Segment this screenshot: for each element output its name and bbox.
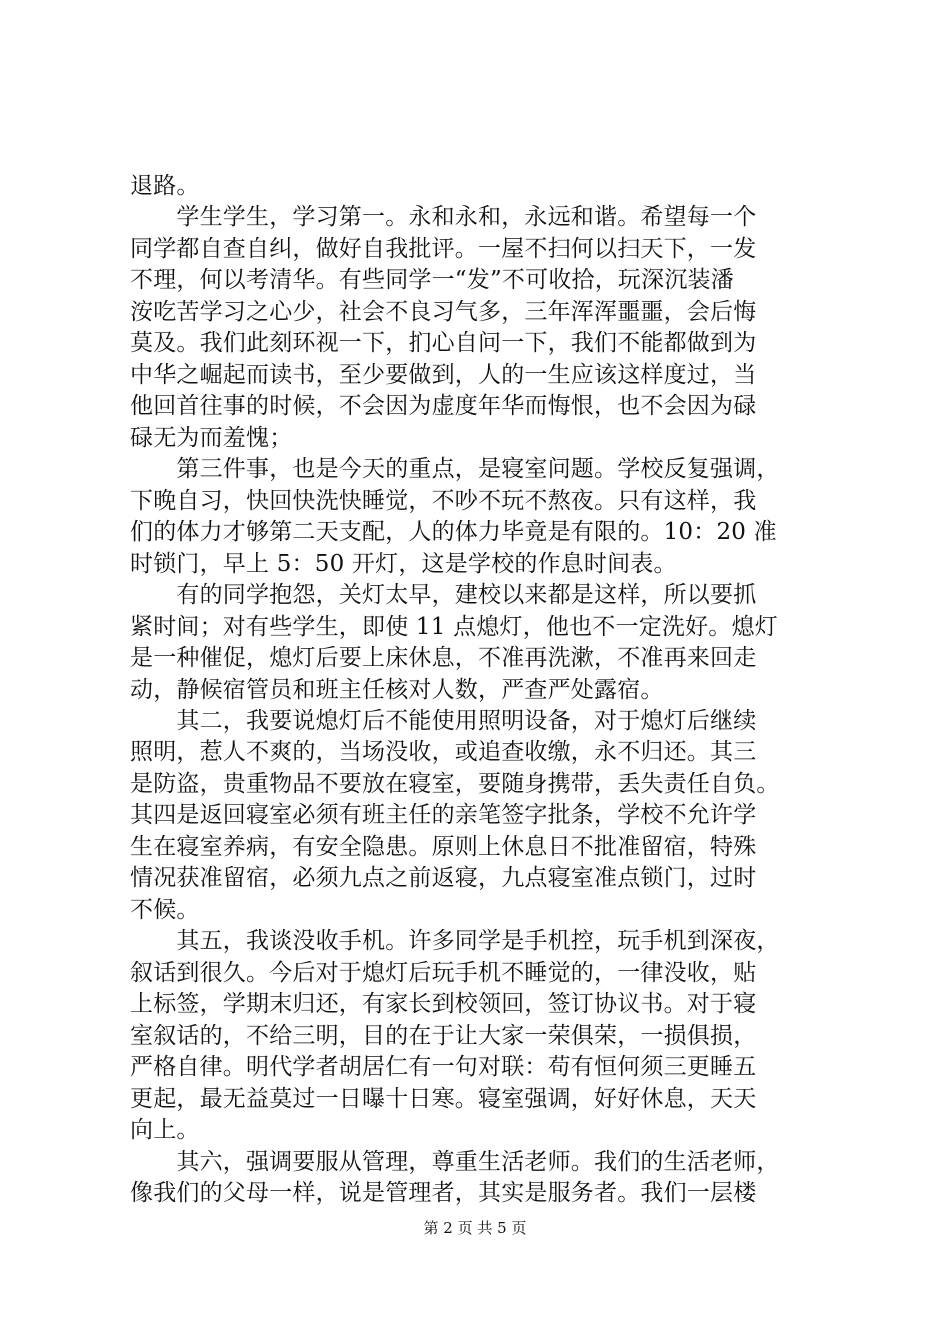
text-line: 情况获准留宿，必须九点之前返寝，九点寝室准点锁门，过时 [130, 865, 757, 891]
text-line: 向上。 [130, 1117, 200, 1143]
text-line: 洝吃苦学习之心少，社会不良习气多，三年浑浑噩噩，会后悔 [130, 299, 757, 325]
text-line: 其四是返回寝室必须有班主任的亲笔签字批条，学校不允许学 [130, 802, 757, 828]
text-line: 碌无为而羞愧； [130, 425, 293, 451]
text-line: 紧时间；对有些学生，即使 11 点熄灯，他也不一定洗好。熄灯 [130, 614, 778, 640]
text-line: 时锁门，早上 5：50 开灯，这是学校的作息时间表。 [130, 551, 677, 577]
text-line: 学生学生，学习第一。永和永和，永远和谐。希望每一个 [130, 204, 757, 230]
text-line: 其五，我谈没收手机。许多同学是手机控，玩手机到深夜， [130, 928, 780, 954]
text-line: 不理，何以考清华。有些同学一“发”不可收拾，玩深沉装潘 [130, 267, 734, 293]
text-line: 叙话到很久。今后对于熄灯后玩手机不睡觉的，一律没收，贴 [130, 960, 757, 986]
text-line: 其二，我要说熄灯后不能使用照明设备，对于熄灯后继续 [130, 708, 757, 734]
page-footer: 第 2 页 共 5 页 [423, 1219, 527, 1237]
text-line: 像我们的父母一样，说是管理者，其实是服务者。我们一层楼 [130, 1180, 757, 1206]
text-line: 们的体力才够第二天支配，人的体力毕竟是有限的。10：20 准 [130, 519, 777, 545]
text-line: 中华之崛起而读书，至少要做到，人的一生应该这样度过，当 [130, 362, 757, 388]
text-line: 室叙话的，不给三明，目的在于让大家一荣俱荣，一损俱损， [130, 1023, 757, 1049]
text-line: 是一种催促，熄灯后要上床休息，不准再洗漱，不准再来回走 [130, 645, 757, 671]
text-line: 莫及。我们此刻环视一下，扪心自问一下，我们不能都做到为 [130, 330, 757, 356]
text-line: 同学都自查自纠，做好自我批评。一屋不扫何以扫天下，一发 [130, 236, 757, 262]
text-line: 有的同学抱怨，关灯太早，建校以来都是这样，所以要抓 [130, 582, 757, 608]
text-line: 上标签，学期末归还，有家长到校领回，签订协议书。对于寝 [130, 991, 757, 1017]
text-line: 退路。 [130, 173, 200, 199]
text-line: 下晚自习，快回快洗快睡觉，不吵不玩不熬夜。只有这样，我 [130, 488, 757, 514]
text-line: 生在寝室养病，有安全隐患。原则上休息日不批准留宿，特殊 [130, 834, 757, 860]
text-line: 严格自律。明代学者胡居仁有一句对联：苟有恒何须三更睡五 [130, 1054, 757, 1080]
text-line: 更起，最无益莫过一日曝十日寒。寝室强调，好好休息，天天 [130, 1086, 757, 1112]
text-line: 动，静候宿管员和班主任核对人数，严查严处露宿。 [130, 677, 664, 703]
text-line: 照明，惹人不爽的，当场没收，或追查收缴，永不归还。其三 [130, 739, 757, 765]
text-line: 他回首往事的时候，不会因为虚度年华而悔恨，也不会因为碌 [130, 393, 757, 419]
text-line: 不候。 [130, 897, 200, 923]
text-line: 其六，强调要服从管理，尊重生活老师。我们的生活老师， [130, 1149, 780, 1175]
text-line: 第三件事，也是今天的重点，是寝室问题。学校反复强调， [130, 456, 780, 482]
text-line: 是防盗，贵重物品不要放在寝室，要随身携带，丢失责任自负。 [130, 771, 780, 797]
